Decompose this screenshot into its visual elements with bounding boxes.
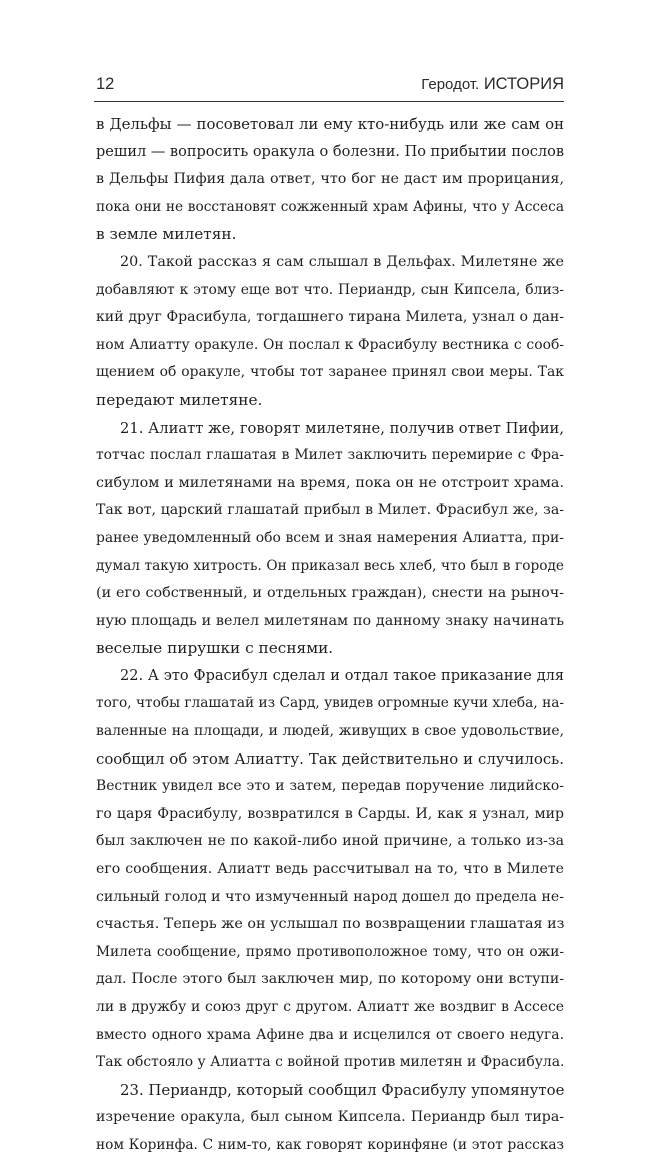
text-line: вместо одного храма Афине два и исцелился от своего недуга.	[96, 1026, 564, 1043]
text-line: сообщил об этом Алиатту. Так действительно и случилось.	[96, 749, 564, 768]
text-line: добавляют к этому еще вот что. Периандр, сын Кипсела, близ-	[96, 281, 564, 298]
text-line: ном Алиатту оракуле. Он послал к Фрасибулу вестника с сооб-	[96, 336, 564, 353]
text-line: был заключен не по какой-либо иной причине, а только из-за	[96, 833, 564, 850]
text-line: изречение оракула, был сыном Кипсела. Периандр был тира-	[96, 1109, 564, 1126]
paragraph-22-start: 22. А это Фрасибул сделал и отдал такое приказание для	[120, 667, 564, 684]
text-line: кий друг Фрасибула, тогдашнего тирана Милета, узнал о дан-	[96, 309, 564, 326]
text-line: (и его собственный, и отдельных граждан), снести на рыноч-	[96, 585, 564, 602]
text-line: в Дельфы Пифия дала ответ, что бог не даст им прорицания,	[96, 171, 564, 188]
running-title	[421, 75, 564, 94]
text-line: передают милетяне.	[96, 390, 263, 409]
page-number: 12	[96, 75, 115, 93]
running-title-book: ИСТОРИЯ	[483, 75, 564, 93]
text-line: того, чтобы глашатай из Сард, увидев огромные кучи хлеба, на-	[96, 695, 564, 712]
text-line: тотчас послал глашатая в Милет заключить перемирие с Фра-	[96, 447, 564, 464]
text-line: Так обстояло у Алиатта с войной против милетян и Фрасибула.	[96, 1054, 564, 1071]
paragraph-20-start: 20. Такой рассказ я сам слышал в Дельфах. Милетяне же	[120, 253, 564, 270]
text-line: решил — вопросить оракула о болезни. По прибытии послов	[96, 143, 564, 160]
text-line: веселые пирушки с песнями.	[96, 639, 334, 658]
header-rule	[94, 101, 564, 102]
text-line: думал такую хитрость. Он приказал весь хлеб, что был в городе	[96, 557, 564, 574]
paragraph-21-start: 21. Алиатт же, говорят милетяне, получив ответ Пифии,	[120, 419, 564, 437]
text-line: его сообщения. Алиатт ведь рассчитывал на то, что в Милете	[96, 861, 564, 878]
text-line: ли в дружбу и союз друг с другом. Алиатт же воздвиг в Ассесе	[96, 999, 564, 1015]
text-line: го царя Фрасибулу, возвратился в Сарды. И, как я узнал, мир	[96, 805, 564, 822]
text-line: в Дельфы — посоветовал ли ему кто-нибудь или же сам он	[96, 115, 564, 133]
text-line: счастья. Теперь же он услышал по возвращении глашатая из	[96, 916, 564, 933]
text-line: сибулом и милетянами на время, пока он не отстроит храма.	[96, 474, 564, 491]
text-line: ранее уведомленный обо всем и зная намерения Алиатта, при-	[96, 529, 564, 546]
text-line: Так вот, царский глашатай прибыл в Милет. Фрасибул же, за-	[96, 502, 564, 519]
running-title-author: Геродот.	[421, 76, 480, 93]
text-line: щением об оракуле, чтобы тот заранее принял свои меры. Так	[96, 364, 564, 381]
page-header	[94, 73, 564, 101]
text-line: сильный голод и что измученный народ дошел до предела не-	[96, 888, 564, 905]
paragraph-23-start: 23. Периандр, который сообщил Фрасибулу упомянутое	[120, 1080, 564, 1099]
body-text	[96, 111, 564, 1160]
text-line: в земле милетян.	[96, 225, 237, 244]
text-line: валенные на площади, и людей, живущих в свое удовольствие,	[96, 723, 564, 740]
text-line: ном Коринфа. С ним-то, как говорят коринфяне (и этот рассказ	[96, 1136, 564, 1153]
text-line: ную площадь и велел милетянам по данному знаку начинать	[96, 612, 564, 629]
text-line: дал. После этого был заключен мир, по которому они вступи-	[96, 971, 564, 988]
text-line: пока они не восстановят сожженный храм Афины, что у Ассеса	[96, 198, 564, 215]
text-line: Вестник увидел все это и затем, передав поручение лидийско-	[96, 778, 564, 795]
text-line: Милета сообщение, прямо противоположное тому, что он ожи-	[96, 943, 564, 960]
